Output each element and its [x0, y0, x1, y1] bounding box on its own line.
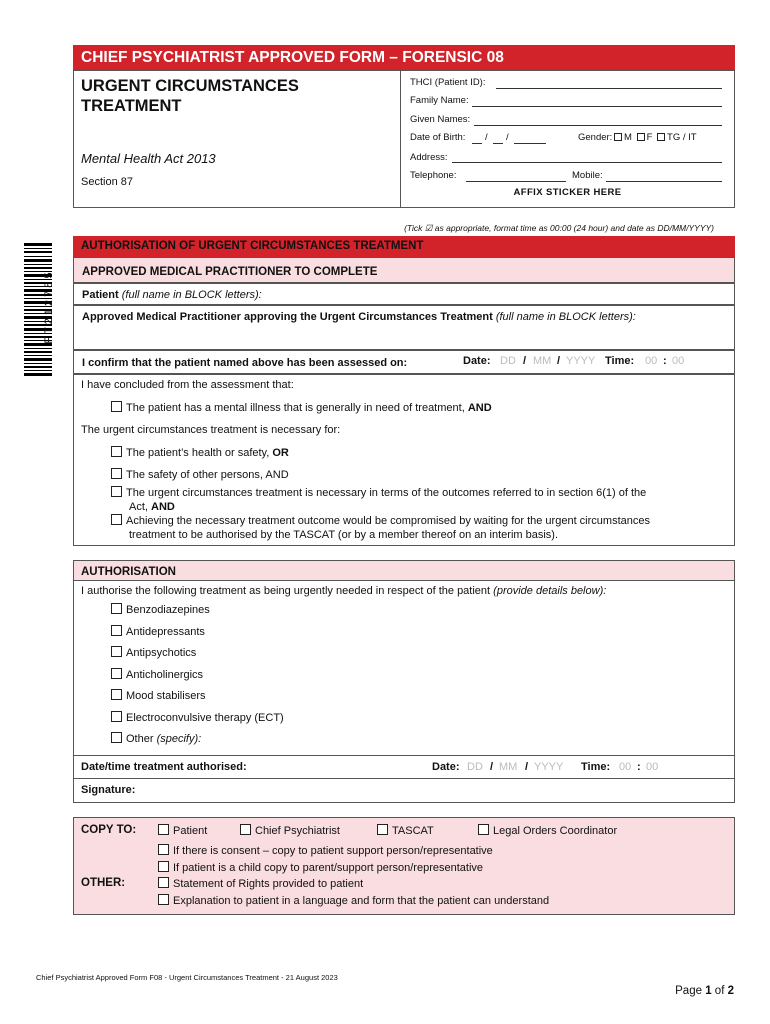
family-name-label: Family Name: [410, 95, 469, 106]
treatment-label: Benzodiazepines [126, 604, 210, 616]
gender-m-label: M [624, 132, 632, 143]
form-title: CHIEF PSYCHIATRIST APPROVED FORM – FORENSIC 08 [81, 49, 504, 66]
other-list [158, 844, 549, 910]
gender-m-checkbox[interactable] [614, 133, 622, 141]
gender-f-label: F [646, 132, 653, 143]
other-label: OTHER: [81, 877, 126, 889]
health-text: The patient’s health or safety, [126, 447, 270, 459]
address-field[interactable] [452, 162, 722, 163]
other-item-label: If patient is a child copy to parent/support person/representative [173, 861, 484, 874]
authorised-time-mm[interactable]: 00 [646, 761, 659, 773]
section2-title-bar [74, 561, 734, 581]
other-explanation-checkbox[interactable] [158, 894, 169, 905]
copy-tascat-checkbox[interactable] [377, 824, 388, 835]
mental-illness-text: The patient has a mental illness that is generally in need of treatment, [126, 402, 465, 414]
copy-legal-label: Legal Orders Coordinator [493, 825, 618, 837]
datetime-authorised-label: Date/time treatment authorised: [81, 761, 247, 773]
necessary-for-text: The urgent circumstances treatment is necessary for: [81, 424, 341, 436]
copy-patient-checkbox[interactable] [158, 824, 169, 835]
mood-stabilisers-checkbox[interactable] [111, 689, 122, 700]
assessed-time-sep: : [663, 355, 667, 367]
dob-sep1: / [485, 132, 488, 143]
authorised-time-sep: : [637, 761, 641, 773]
dob-label: Date of Birth: [410, 132, 466, 143]
antipsychotics-checkbox[interactable] [111, 646, 122, 657]
other-item-label: Explanation to patient in a language and form that the patient can understand [173, 894, 550, 907]
dob-day-field[interactable] [472, 143, 482, 144]
gender-options [614, 132, 697, 143]
achieving-text-line2: treatment to be authorised by the TASCAT (or by a member thereof on an interim basis). [129, 529, 558, 541]
gender-tg-label: TG / IT [667, 132, 697, 143]
family-name-field[interactable] [472, 106, 722, 107]
doc-title-line1: URGENT CIRCUMSTANCES [81, 77, 299, 95]
assessed-date-dd[interactable]: DD [500, 355, 516, 367]
authorised-date-label: Date: [432, 761, 460, 773]
other-item [158, 894, 549, 911]
section1-subtitle-bar [73, 257, 735, 283]
authorised-time-hh[interactable]: 00 [619, 761, 632, 773]
treatment-item [111, 668, 284, 690]
ect-checkbox[interactable] [111, 711, 122, 722]
copy-chief-label: Chief Psychiatrist [255, 825, 340, 837]
amp-name-label: Approved Medical Practitioner approving the Urgent Circumstances Treatment [82, 311, 493, 323]
doc-title-line2: TREATMENT [81, 97, 182, 115]
section1-title: AUTHORISATION OF URGENT CIRCUMSTANCES TREATMENT [81, 240, 424, 252]
address-label: Address: [410, 152, 448, 163]
achieving-checkbox[interactable] [111, 514, 122, 525]
treatment-label: Mood stabilisers [126, 690, 206, 702]
barcode-text: F T 2 1 2 7 8 5 [43, 272, 55, 344]
assessed-date-label: Date: [463, 355, 491, 367]
telephone-field[interactable] [466, 181, 566, 182]
patient-name-row[interactable] [73, 283, 735, 305]
authorise-intro-text: I authorise the following treatment as being urgently needed in respect of the patient [81, 585, 491, 597]
treatment-item [111, 625, 284, 647]
amp-name-row[interactable] [73, 305, 735, 350]
gender-label: Gender: [578, 132, 613, 143]
gender-f-checkbox[interactable] [637, 133, 645, 141]
treatment-item [111, 711, 284, 733]
treatment-label: Antipsychotics [126, 647, 197, 659]
antidepressants-checkbox[interactable] [111, 625, 122, 636]
given-names-field[interactable] [474, 125, 722, 126]
copy-tascat-label: TASCAT [392, 825, 434, 837]
mental-illness-checkbox[interactable] [111, 401, 122, 412]
other-item [158, 844, 549, 861]
assessed-date-mm[interactable]: MM [533, 355, 552, 367]
copy-to-label: COPY TO: [81, 824, 137, 836]
other-consent-checkbox[interactable] [158, 844, 169, 855]
other-treatment-label: Other [126, 733, 154, 745]
section2-title: AUTHORISATION [81, 566, 176, 578]
telephone-label: Telephone: [410, 170, 457, 181]
safety-checkbox[interactable] [111, 468, 122, 479]
assessed-time-label: Time: [605, 355, 635, 367]
authorised-time-label: Time: [581, 761, 611, 773]
assessed-date-yyyy[interactable]: YYYY [566, 355, 596, 367]
benzodiazepines-checkbox[interactable] [111, 603, 122, 614]
authorised-date-yyyy[interactable]: YYYY [534, 761, 564, 773]
outcomes-text-line2: Act, [129, 501, 148, 513]
treatment-label: Anticholinergics [126, 668, 204, 681]
other-item [158, 877, 549, 894]
section1-subtitle: APPROVED MEDICAL PRACTITIONER TO COMPLETE [82, 266, 378, 278]
copy-patient-label: Patient [173, 825, 208, 837]
treatment-label: Electroconvulsive therapy (ECT) [126, 711, 284, 724]
thci-field[interactable] [496, 88, 722, 89]
criterion-outcomes [111, 486, 711, 514]
signature-field[interactable] [145, 780, 730, 800]
authorised-date-sep1: / [490, 761, 494, 773]
authorised-date-sep2: / [525, 761, 529, 773]
signature-label: Signature: [81, 784, 136, 796]
affix-sticker-label: AFFIX STICKER HERE [513, 187, 622, 198]
assessed-time-hh[interactable]: 00 [645, 355, 658, 367]
page-number [675, 985, 734, 997]
section1-title-bar [73, 236, 735, 257]
mobile-label: Mobile: [572, 170, 603, 181]
other-child-checkbox[interactable] [158, 861, 169, 872]
section-number: Section 87 [81, 176, 133, 188]
and-label-1: AND [467, 402, 492, 414]
assessed-time-mm[interactable]: 00 [672, 355, 685, 367]
copy-legal [478, 824, 617, 837]
copy-tascat [377, 824, 434, 837]
achieving-text-line1: Achieving the necessary treatment outcome would be compromised by waiting for the urgent circumstances [126, 515, 650, 527]
act-name: Mental Health Act 2013 [81, 151, 216, 166]
copy-patient [158, 824, 207, 837]
outcomes-text-line1: The urgent circumstances treatment is necessary in terms of the outcomes referred to in section 6(1) of the [126, 487, 647, 499]
criterion-health [111, 446, 289, 459]
footer-text: Chief Psychiatrist Approved Form F08 - Urgent Circumstances Treatment - 21 August 2023 [36, 973, 338, 982]
treatment-item [111, 689, 284, 711]
authorised-date-mm[interactable]: MM [499, 761, 518, 773]
criterion-safety [111, 468, 289, 481]
treatment-list [111, 603, 284, 754]
other-item [158, 861, 549, 878]
copy-chief-checkbox[interactable] [240, 824, 251, 835]
dob-sep2: / [506, 132, 509, 143]
mobile-field[interactable] [606, 181, 722, 182]
health-checkbox[interactable] [111, 446, 122, 457]
other-item-label: Statement of Rights provided to patient [173, 878, 364, 890]
other-treatment-checkbox[interactable] [111, 732, 122, 743]
treatment-item [111, 603, 284, 625]
treatment-label: Antidepressants [126, 625, 205, 638]
given-names-label: Given Names: [410, 114, 471, 125]
instruction-text: (Tick ☑ as appropriate, format time as 00:00 (24 hour) and date as DD/MM/YYYY) [404, 223, 714, 233]
dob-year-field[interactable] [514, 143, 546, 144]
concluded-text: I have concluded from the assessment that: [81, 379, 294, 391]
form-title-bar [73, 45, 735, 70]
assessed-statement: I confirm that the patient named above has been assessed on: [82, 357, 408, 369]
and-label-2: AND [151, 501, 175, 513]
patient-name-label: Patient [82, 289, 119, 301]
page-of: of [714, 985, 725, 997]
thci-label: THCI (Patient ID): [410, 77, 486, 88]
page-total: 2 [727, 985, 734, 997]
dob-month-field[interactable] [493, 143, 503, 144]
other-rights-checkbox[interactable] [158, 877, 169, 888]
safety-text: The safety of other persons, AND [126, 469, 289, 481]
gender-tg-checkbox[interactable] [657, 133, 665, 141]
authorise-intro [81, 585, 606, 597]
patient-name-hint: (full name in BLOCK letters): [121, 289, 262, 301]
anticholinergics-checkbox[interactable] [111, 668, 122, 679]
assessed-row [73, 350, 735, 374]
treatment-item-other [111, 732, 284, 754]
copy-legal-checkbox[interactable] [478, 824, 489, 835]
page-current: 1 [705, 985, 712, 997]
copy-chief [240, 824, 340, 837]
criterion-mental-illness [111, 401, 492, 414]
authorise-intro-hint: (provide details below): [493, 585, 607, 597]
assessed-date-sep1: / [523, 355, 527, 367]
other-item-label: If there is consent – copy to patient support person/representative [173, 845, 493, 857]
treatment-item [111, 646, 284, 668]
amp-name-hint: (full name in BLOCK letters): [495, 311, 636, 323]
page-word: Page [675, 985, 702, 997]
criterion-achieving [111, 514, 711, 542]
outcomes-checkbox[interactable] [111, 486, 122, 497]
other-treatment-hint: (specify): [156, 733, 202, 745]
authorised-date-dd[interactable]: DD [467, 761, 483, 773]
assessed-date-sep2: / [557, 355, 561, 367]
or-label: OR [272, 447, 289, 459]
